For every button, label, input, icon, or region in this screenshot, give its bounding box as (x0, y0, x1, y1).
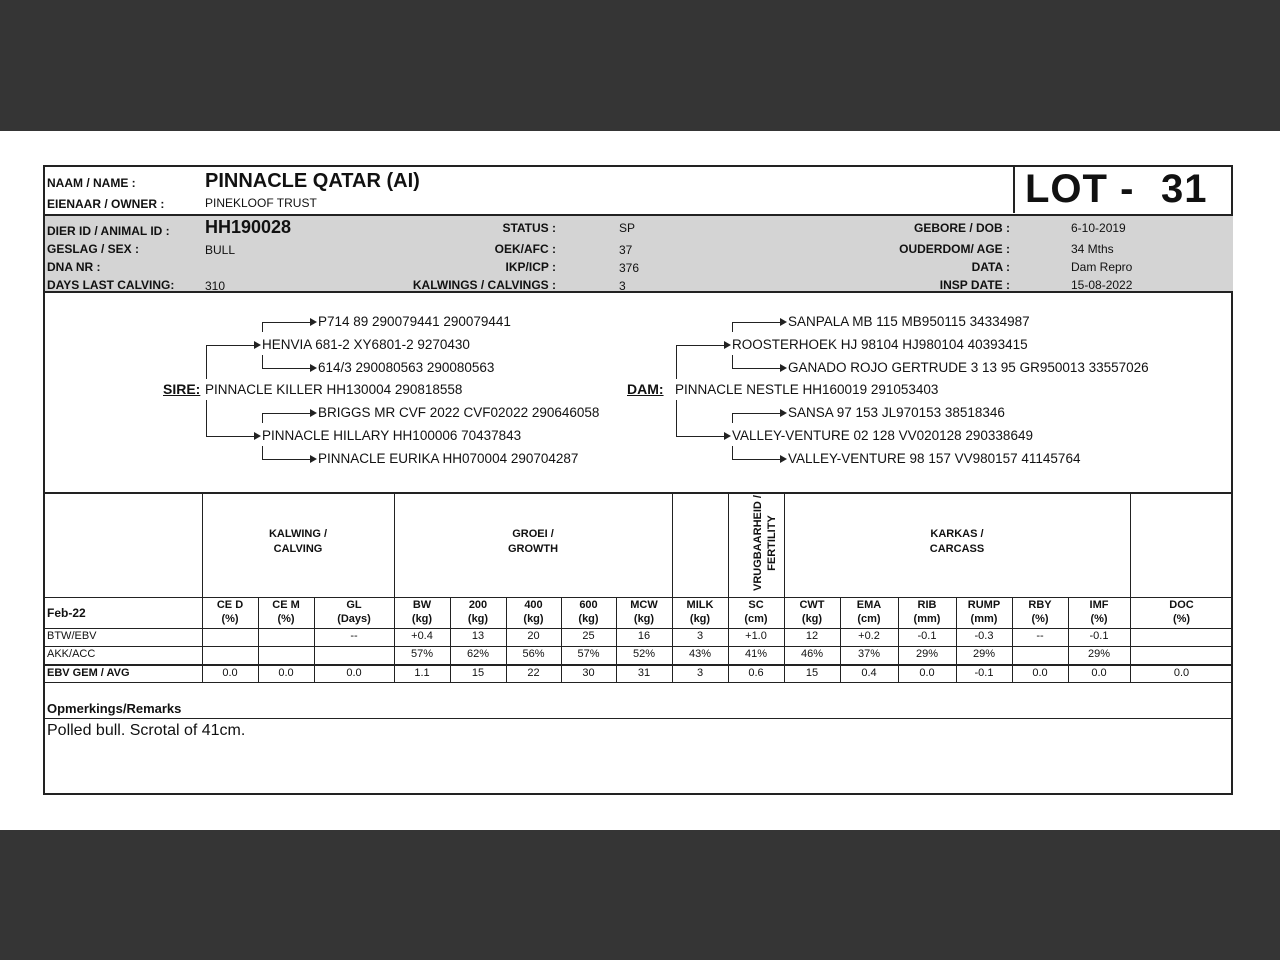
ebv-cell: 0.0 (346, 667, 362, 679)
column-name: IMF (1089, 599, 1109, 611)
sire-label: SIRE: (163, 381, 201, 397)
column-name: 600 (579, 599, 598, 611)
group-fertility-line2: FERTILITY (766, 515, 778, 571)
divider (45, 492, 1233, 494)
column-header-ema (840, 598, 898, 626)
column-unit: (kg) (411, 613, 433, 625)
column-header-doc (1130, 598, 1233, 626)
column-header-mcw (616, 598, 672, 626)
ebv-cell: 31 (637, 667, 651, 679)
lot-number: 31 (1161, 167, 1208, 211)
ebv-cell: +0.2 (858, 630, 880, 642)
ebv-cell: 37% (857, 648, 881, 660)
column-unit: (%) (1090, 613, 1108, 625)
dam-dam-name: VALLEY-VENTURE 02 128 VV020128 290338649 (732, 428, 1033, 443)
ebv-cell: -- (350, 630, 358, 642)
connector (676, 345, 677, 379)
group-calving-line1: KALWING / (268, 528, 328, 540)
arrow-right-icon (724, 341, 731, 349)
ebv-cell: -0.1 (917, 630, 937, 642)
column-unit: (cm) (744, 613, 768, 625)
column-unit: (kg) (467, 613, 489, 625)
sire-dam-dam-name: PINNACLE EURIKA HH070004 290704287 (318, 451, 579, 466)
sire-name: PINNACLE KILLER HH130004 290818558 (205, 382, 463, 397)
ebv-cell: 0.6 (748, 667, 764, 679)
column-header-sc (728, 598, 784, 626)
ebv-cell: 0.0 (1091, 667, 1107, 679)
connector (262, 355, 263, 368)
connector (732, 413, 733, 423)
name-label: NAAM / NAME : (47, 176, 136, 190)
dam-dam-dam-name: VALLEY-VENTURE 98 157 VV980157 41145764 (788, 451, 1081, 466)
lot-box (1013, 167, 1235, 213)
ebv-cell: 41% (744, 648, 768, 660)
group-fertility-header (751, 495, 779, 591)
group-growth-header (394, 527, 672, 557)
ebv-cell: -0.1 (1089, 630, 1109, 642)
ebv-cell: 0.0 (1032, 667, 1048, 679)
icp-label: IKP/ICP : (505, 260, 556, 274)
ebv-cell: 0.4 (861, 667, 877, 679)
connector (262, 322, 263, 332)
status-label: STATUS : (502, 221, 556, 235)
icp-value: 376 (619, 261, 640, 275)
connector (676, 400, 677, 436)
insp-date-label: INSP DATE : (939, 278, 1010, 292)
column-name: 400 (524, 599, 543, 611)
column-name: SC (748, 599, 764, 611)
column-name: RUMP (967, 599, 1001, 611)
ebv-cell: 15 (471, 667, 485, 679)
owner-value: PINEKLOOF TRUST (205, 196, 317, 210)
dob-label: GEBORE / DOB : (913, 221, 1010, 235)
ebv-row-label: BTW/EBV (47, 630, 97, 642)
ebv-cell: 16 (637, 630, 651, 642)
arrow-right-icon (254, 432, 261, 440)
sire-dam-sire-name: BRIGGS MR CVF 2022 CVF02022 290646058 (318, 405, 600, 420)
column-unit: (kg) (801, 613, 823, 625)
column-unit: (%) (1031, 613, 1049, 625)
arrow-right-icon (780, 318, 787, 326)
column-unit: (%) (277, 613, 295, 625)
ebv-cell: 22 (527, 667, 540, 679)
ebv-cell: 15 (805, 667, 819, 679)
connector (262, 413, 263, 423)
ebv-cell: 52% (632, 648, 656, 660)
connector (732, 446, 733, 459)
column-name: GL (346, 599, 362, 611)
ebv-cell: 0.0 (919, 667, 935, 679)
column-name: DOC (1169, 599, 1194, 611)
divider (45, 628, 1233, 629)
ebv-row-label: AKK/ACC (47, 648, 96, 660)
connector (206, 436, 255, 437)
dam-sire-name: ROOSTERHOEK HJ 98104 HJ980104 40393415 (732, 337, 1028, 352)
ebv-cell: 29% (1087, 648, 1111, 660)
afc-label: OEK/AFC : (494, 242, 556, 256)
connector (732, 355, 733, 368)
connector (262, 446, 263, 459)
info-block (45, 214, 1233, 293)
connector (262, 413, 311, 414)
ebv-cell: +1.0 (745, 630, 767, 642)
column-unit: (mm) (913, 613, 941, 625)
group-growth-line2: GROWTH (507, 543, 559, 555)
ebv-cell: 57% (410, 648, 434, 660)
arrow-right-icon (254, 341, 261, 349)
calvings-value: 3 (619, 279, 626, 293)
days-last-calving-label: DAYS LAST CALVING: (47, 278, 175, 292)
remarks-label: Opmerkings/Remarks (47, 701, 182, 716)
dam-dam-sire-name: SANSA 97 153 JL970153 38518346 (788, 405, 1005, 420)
column-name: BW (412, 599, 432, 611)
connector (676, 345, 725, 346)
sire-sire-dam-name: 614/3 290080563 290080563 (318, 360, 495, 375)
column-header-bw (394, 598, 450, 626)
status-value: SP (619, 221, 636, 235)
column-header-rby (1012, 598, 1068, 626)
column-header-ce-m (258, 598, 314, 626)
column-unit: (kg) (578, 613, 599, 625)
column-name: CE M (272, 599, 300, 611)
arrow-right-icon (780, 364, 787, 372)
ebv-period: Feb-22 (47, 606, 86, 620)
animal-id-label: DIER ID / ANIMAL ID : (47, 224, 170, 238)
ebv-cell: 0.0 (222, 667, 238, 679)
ebv-cell: 25 (582, 630, 595, 642)
arrow-right-icon (310, 409, 317, 417)
group-divider (1130, 493, 1131, 597)
column-header-gl (314, 598, 394, 626)
age-value: 34 Mths (1071, 242, 1114, 256)
column-name: 200 (468, 599, 488, 611)
sire-dam-name: PINNACLE HILLARY HH100006 70437843 (262, 428, 522, 443)
ebv-cell: 46% (800, 648, 824, 660)
group-calving-line2: CALVING (273, 543, 323, 555)
arrow-right-icon (310, 364, 317, 372)
ebv-cell: 30 (582, 667, 595, 679)
connector (732, 322, 733, 332)
group-calving-header (202, 527, 394, 557)
insp-date-value: 15-08-2022 (1071, 278, 1133, 292)
sire-sire-sire-name: P714 89 290079441 290079441 (318, 314, 511, 329)
column-name: MILK (686, 599, 714, 611)
connector (206, 400, 207, 436)
dna-label: DNA NR : (47, 260, 101, 274)
ebv-row-label: EBV GEM / AVG (47, 667, 130, 679)
column-unit: (kg) (689, 613, 711, 625)
connector (262, 459, 311, 460)
animal-id-value: HH190028 (205, 217, 292, 237)
column-header-400 (506, 598, 561, 626)
group-carcass-line1: KARKAS / (930, 528, 984, 540)
column-name: CE D (216, 599, 244, 611)
ebv-cell: 1.1 (414, 667, 430, 679)
divider (45, 682, 1233, 683)
calvings-label: KALWINGS / CALVINGS : (412, 278, 556, 292)
sex-label: GESLAG / SEX : (47, 242, 140, 256)
arrow-right-icon (310, 455, 317, 463)
column-header-rump (956, 598, 1012, 626)
column-header-600 (561, 598, 616, 626)
ebv-cell: 57% (577, 648, 600, 660)
ebv-cell: 13 (471, 630, 485, 642)
column-unit: (kg) (633, 613, 655, 625)
dam-sire-sire-name: SANPALA MB 115 MB950115 34334987 (788, 314, 1030, 329)
owner-label: EIENAAR / OWNER : (47, 197, 165, 211)
column-header-cwt (784, 598, 840, 626)
column-header-ce-d (202, 598, 258, 626)
dam-name: PINNACLE NESTLE HH160019 291053403 (675, 382, 939, 397)
ebv-cell: 56% (522, 648, 545, 660)
divider (45, 664, 1233, 666)
group-divider (672, 493, 673, 597)
sex-value: BULL (205, 243, 236, 257)
column-header-200 (450, 598, 506, 626)
connector (206, 345, 255, 346)
ebv-cell: 43% (688, 648, 712, 660)
group-carcass-header (784, 527, 1130, 557)
lot-label: LOT - (1025, 167, 1135, 211)
remarks-text: Polled bull. Scrotal of 41cm. (47, 722, 246, 739)
column-header-imf (1068, 598, 1130, 626)
connector (732, 322, 781, 323)
days-last-calving-value: 310 (205, 279, 226, 293)
ebv-cell: -- (1036, 630, 1044, 642)
lot-card (43, 165, 1233, 795)
age-label: OUDERDOM/ AGE : (899, 242, 1010, 256)
ebv-cell: 29% (972, 648, 996, 660)
ebv-cell: 29% (915, 648, 939, 660)
ebv-cell: 20 (527, 630, 540, 642)
column-unit: (Days) (337, 613, 371, 625)
ebv-cell: 62% (466, 648, 490, 660)
divider (45, 718, 1233, 719)
column-unit: (%) (1172, 613, 1191, 625)
group-divider (728, 493, 729, 597)
group-carcass-line2: CARCASS (929, 543, 985, 555)
ebv-cell: -0.1 (974, 667, 994, 679)
arrow-right-icon (724, 432, 731, 440)
connector (262, 368, 311, 369)
column-header-rib (898, 598, 956, 626)
ebv-cell: 0.0 (1173, 667, 1190, 679)
column-name: RIB (917, 599, 937, 611)
ebv-cell: 3 (696, 630, 704, 642)
afc-value: 37 (619, 243, 633, 257)
animal-name: PINNACLE QATAR (AI) (205, 170, 420, 192)
ebv-cell: 0.0 (278, 667, 294, 679)
column-name: EMA (856, 599, 882, 611)
dob-value: 6-10-2019 (1071, 221, 1126, 235)
arrow-right-icon (780, 409, 787, 417)
ebv-cell: +0.4 (411, 630, 433, 642)
column-name: CWT (799, 599, 825, 611)
connector (206, 345, 207, 379)
column-header-milk (672, 598, 728, 626)
column-unit: (cm) (857, 613, 881, 625)
ebv-cell: -0.3 (974, 630, 994, 642)
connector (262, 322, 311, 323)
group-fertility-line1: VRUGBAARHEID / (752, 495, 764, 591)
dam-label: DAM: (627, 381, 664, 397)
data-value: Dam Repro (1071, 260, 1133, 274)
column-name: MCW (630, 599, 658, 611)
column-unit: (%) (221, 613, 239, 625)
connector (732, 368, 781, 369)
group-growth-line1: GROEI / (512, 528, 554, 540)
column-name: RBY (1028, 599, 1052, 611)
column-unit: (kg) (523, 613, 544, 625)
connector (732, 459, 781, 460)
connector (676, 436, 725, 437)
connector (732, 413, 781, 414)
ebv-cell: 12 (805, 630, 819, 642)
arrow-right-icon (780, 455, 787, 463)
ebv-cell: 3 (696, 667, 704, 679)
arrow-right-icon (310, 318, 317, 326)
column-unit: (mm) (970, 613, 998, 625)
data-label: DATA : (971, 260, 1010, 274)
sire-sire-name: HENVIA 681-2 XY6801-2 9270430 (262, 337, 470, 352)
divider (45, 646, 1233, 647)
dam-sire-dam-name: GANADO ROJO GERTRUDE 3 13 95 GR950013 33557026 (788, 360, 1149, 375)
